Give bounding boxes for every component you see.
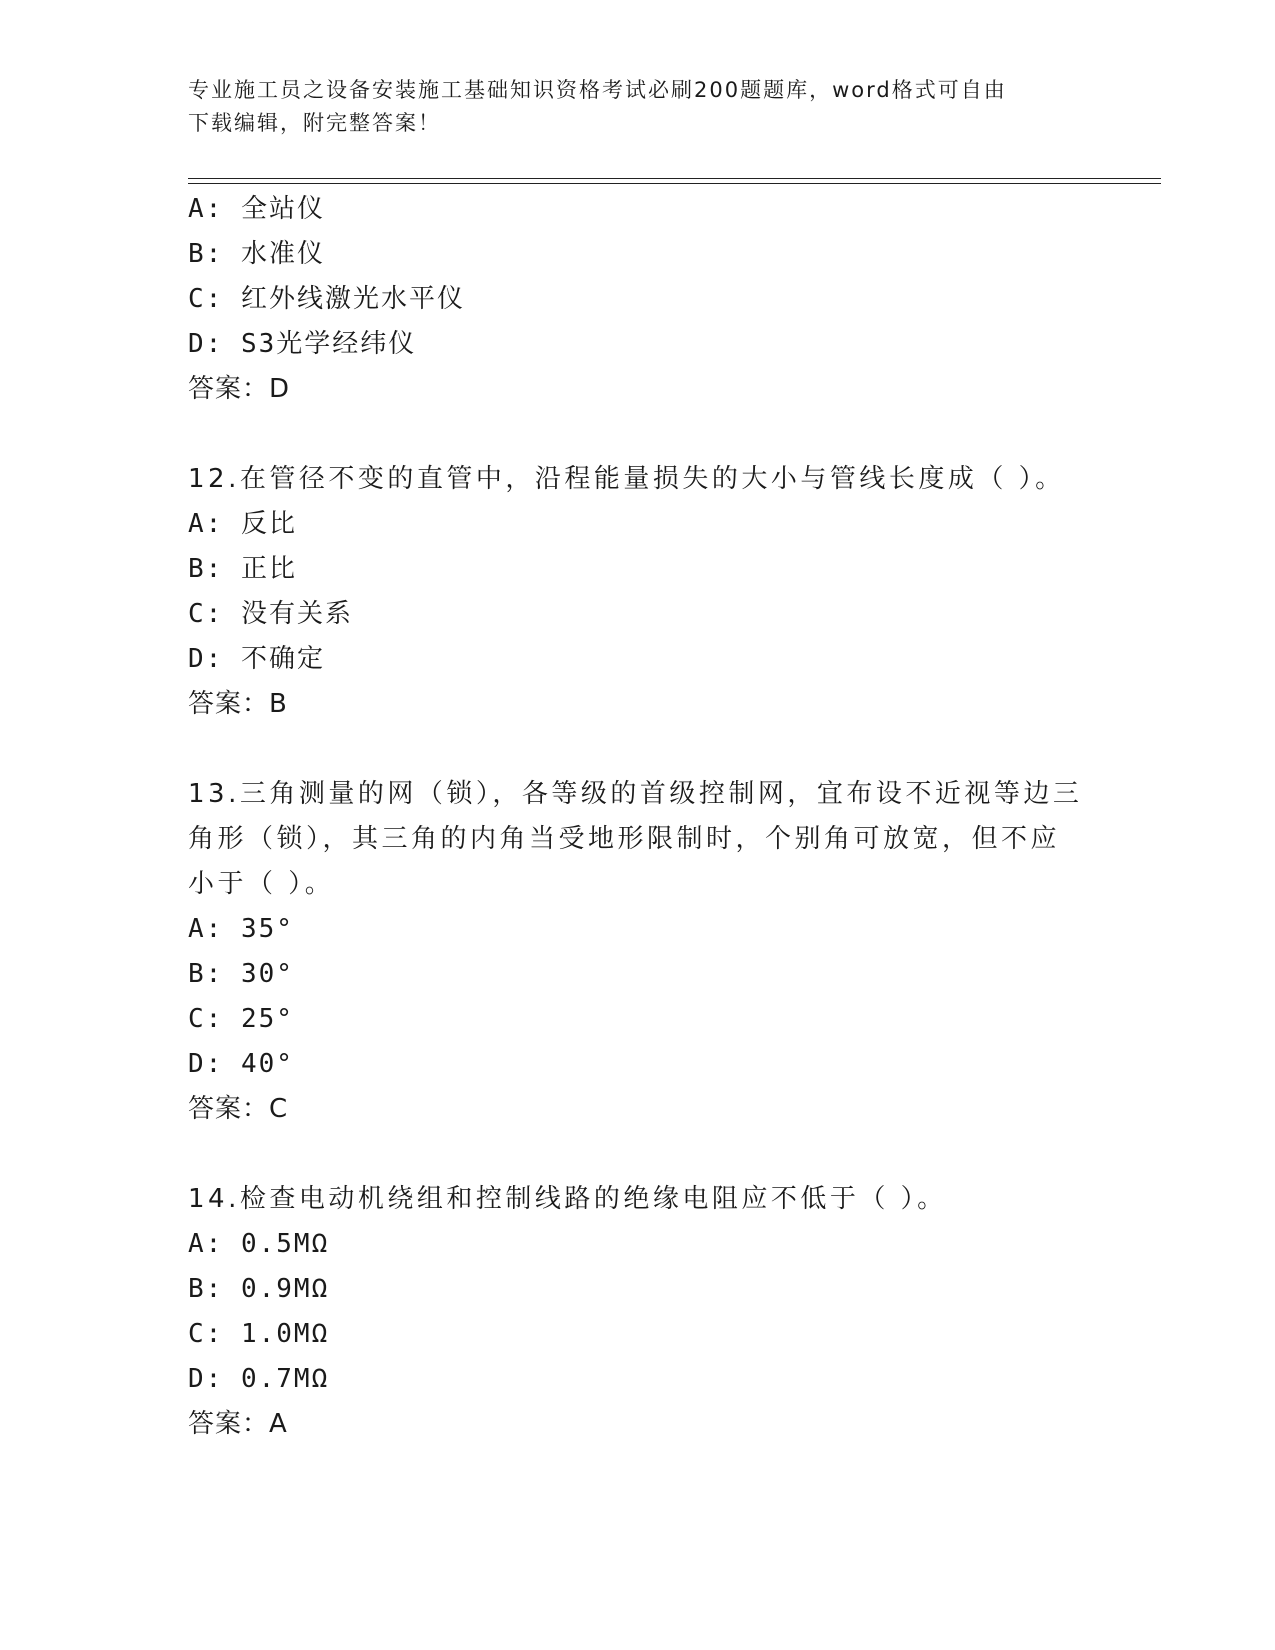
q13-option-c: C: 25° — [188, 1004, 294, 1034]
q13-option-b: B: 30° — [188, 959, 294, 989]
header-divider-top — [188, 178, 1161, 179]
header-line-2: 下载编辑，附完整答案！ — [188, 111, 441, 135]
q14-answer: 答案：A — [188, 1409, 288, 1439]
q14-option-d: D: 0.7MΩ — [188, 1364, 330, 1394]
q13-stem-line-2: 角形（锁），其三角的内角当受地形限制时，个别角可放宽，但不应 — [188, 824, 1061, 854]
q12-option-b: B: 正比 — [188, 554, 297, 584]
q14-option-a: A: 0.5MΩ — [188, 1229, 330, 1259]
q14-option-b: B: 0.9MΩ — [188, 1274, 330, 1304]
q11-option-d: D: S3光学经纬仪 — [188, 329, 417, 359]
q11-option-a: A: 全站仪 — [188, 194, 325, 224]
q13-option-a: A: 35° — [188, 914, 294, 944]
q12-option-a: A: 反比 — [188, 509, 297, 539]
q12-answer: 答案：B — [188, 689, 288, 719]
q13-answer: 答案：C — [188, 1094, 289, 1124]
document-header — [188, 74, 1078, 140]
q12-stem: 12.在管径不变的直管中，沿程能量损失的大小与管线长度成（ ）。 — [188, 464, 1065, 494]
q14-option-c: C: 1.0MΩ — [188, 1319, 330, 1349]
q11-option-c: C: 红外线激光水平仪 — [188, 284, 465, 314]
q13-stem-line-3: 小于（ ）。 — [188, 869, 335, 899]
q11-option-b: B: 水准仪 — [188, 239, 325, 269]
q12-option-d: D: 不确定 — [188, 644, 325, 674]
header-line-1: 专业施工员之设备安装施工基础知识资格考试必刷200题题库，word格式可自由 — [188, 78, 1007, 102]
header-divider-bottom — [188, 183, 1161, 184]
q14-stem: 14.检查电动机绕组和控制线路的绝缘电阻应不低于（ ）。 — [188, 1184, 947, 1214]
q12-option-c: C: 没有关系 — [188, 599, 353, 629]
q13-option-d: D: 40° — [188, 1049, 294, 1079]
q11-answer: 答案：D — [188, 374, 291, 404]
q13-stem-line-1: 13.三角测量的网（锁），各等级的首级控制网，宜布设不近视等边三 — [188, 779, 1083, 809]
